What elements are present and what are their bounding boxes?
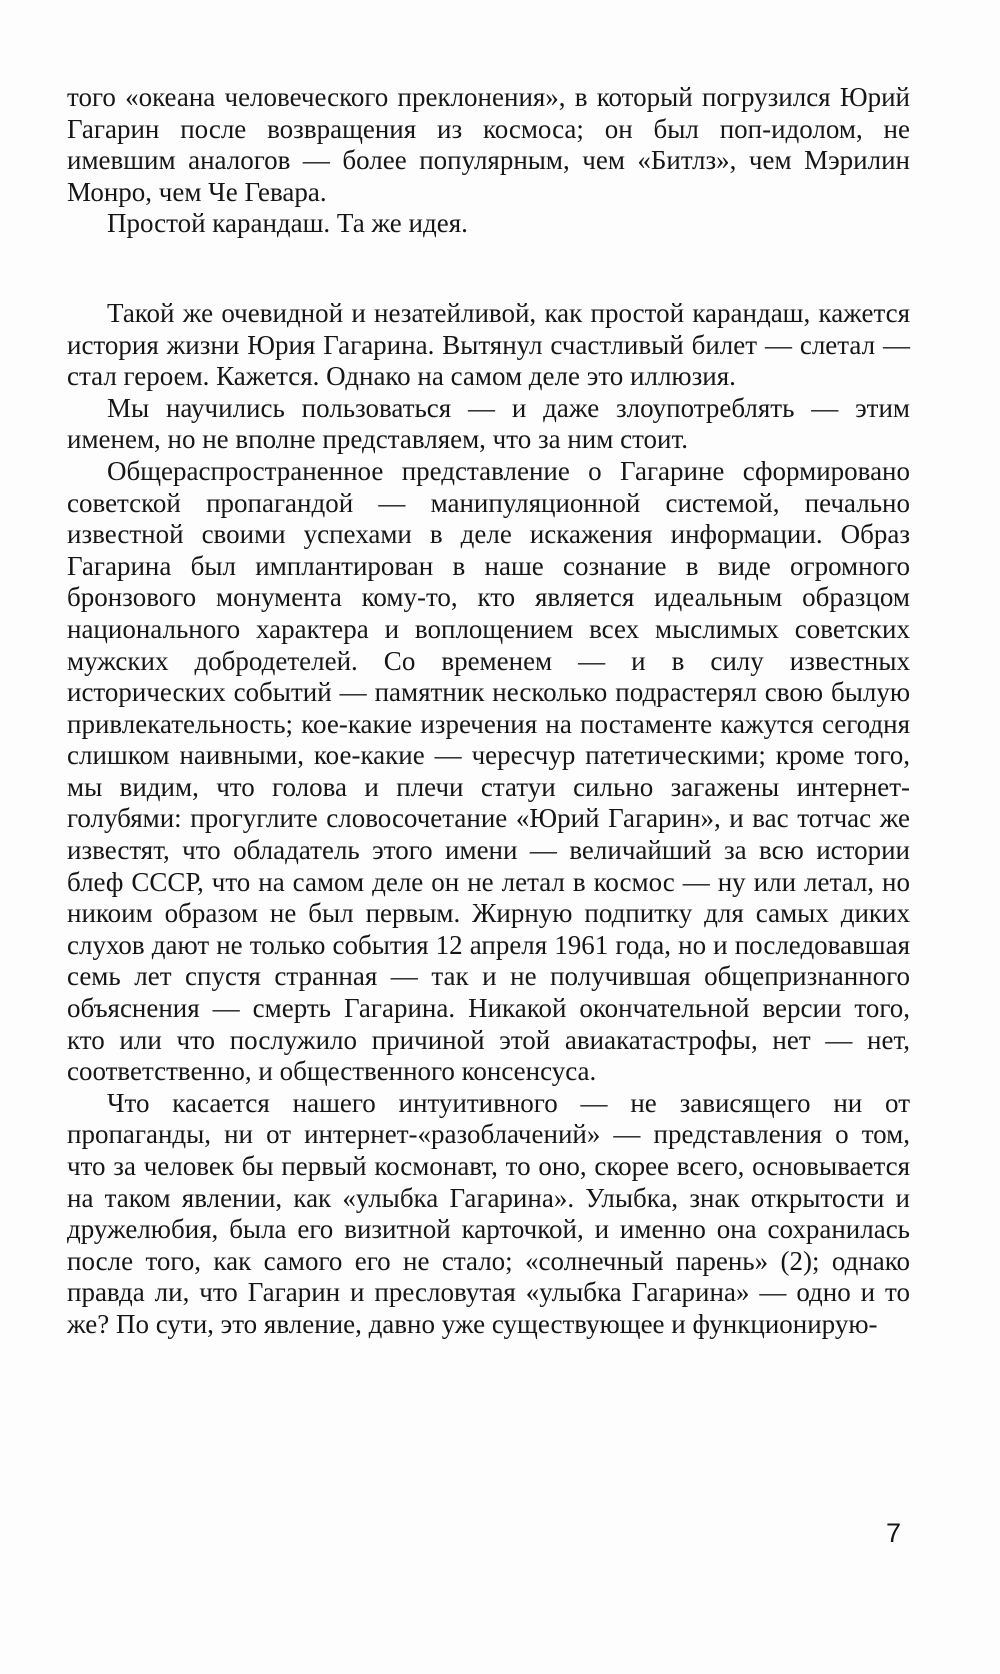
section-break bbox=[67, 240, 910, 298]
paragraph-smile: Что касается нашего интуитивного — не зависящего ни от пропаганды, ни от интернет-«разоблачений» — представления о том, что за человек бы первый космонавт, то оно, скорее всего, основывается на таком явлении, как «улыбка Гагарина». Улыбка, знак открытости и дружелюбия, была его визитной карточкой, и именно она сохранилась после того, как самого его не стало; «солнечный парень» (2); однако правда ли, что Гагарин и пресловутая «улыбка Гагарина» — одно и то же? По сути, это явление, давно уже существующее и функционирую- bbox=[67, 1087, 910, 1339]
paragraph-life-story: Такой же очевидной и незатейливой, как простой карандаш, кажется история жизни Юрия Гагарина. Вытянул счастливый билет — слетал — стал героем. Кажется. Однако на самом деле это иллюзия. bbox=[67, 297, 910, 392]
page-number: 7 bbox=[886, 1518, 902, 1548]
paragraph-name-usage: Мы научились пользоваться — и даже злоупотреблять — этим именем, но не вполне представляем, что за ним стоит. bbox=[67, 392, 910, 455]
paragraph-continuation: того «океана человеческого преклонения», в который погрузился Юрий Гагарин после возвращения из космоса; он был поп-идолом, не имевшим аналогов — более популярным, чем «Битлз», чем Мэрилин Монро, чем Че Гевара. bbox=[67, 82, 910, 207]
paragraph-propaganda: Общераспространенное представление о Гагарине сформировано советской пропагандой — манипуляционной системой, печально известной своими успехами в деле искажения информации. Образ Гагарина был имплантирован в наше сознание в виде огромного бронзового монумента кому-то, кто является идеальным образцом национального характера и воплощением всех мыслимых советских мужских добродетелей. Со временем — и в силу известных исторических событий — памятник несколько подрастерял свою былую привлекательность; кое-какие изречения на постаменте кажутся сегодня слишком наивными, кое-какие — чересчур патетическими; кроме того, мы видим, что голова и плечи статуи сильно загажены интернет-голубями: прогуглите словосочетание «Юрий Гагарин», и вас тотчас же известят, что обладатель этого имени — величайший за всю истории блеф СССР, что на самом деле он не летал в космос — ну или летал, но никоим образом не был первым. Жирную подпитку для самых диких слухов дают не только события 12 апреля 1961 года, но и последовавшая семь лет спустя странная — так и не получившая общепризнанного объяснения — смерть Гагарина. Никакой окончательной версии того, кто или что послужило причиной этой авиакатастрофы, нет — нет, соответственно, и общественного консенсуса. bbox=[67, 455, 910, 1087]
text-column bbox=[67, 82, 910, 1341]
paragraph-pencil-idea: Простой карандаш. Та же идея. bbox=[107, 208, 468, 239]
